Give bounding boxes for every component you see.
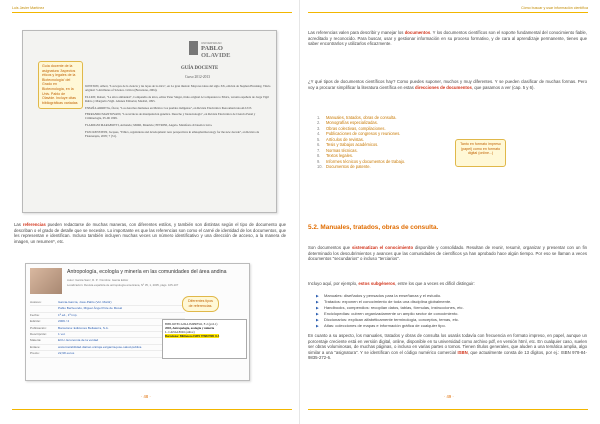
guide-year: Curso 2012-2013: [185, 75, 211, 79]
list-item: ▶ Manuales: diseñados y pensados para la enseñanza y el estudio.: [316, 293, 442, 298]
formats-callout: Tanto en formato impreso (papel) como en formato digital (online...): [455, 139, 506, 167]
right-page: [300, 0, 600, 424]
web-record-title: Antropología, ecología y minería en las comunidades del área andina: [67, 269, 227, 275]
table-row: Fecha: 1ª ed., 1ª imp.: [30, 313, 185, 319]
book-thumbnail: [30, 268, 62, 294]
running-head-right: Cómo buscar y usar información científica: [521, 6, 588, 10]
triangle-bullet-icon: ▶: [316, 324, 319, 329]
list-item: 4. Publicaciones de congresos y reuniones.: [317, 131, 401, 137]
table-row: Materia: ECU- Economía de la verdad: [30, 338, 185, 344]
guide-reference: FLAMIGNI MARABOTTI, Armando; MORI, Maurizio; PETRINI, Angelo. Manifesto di bioetica laica.: [85, 123, 213, 128]
triangle-bullet-icon: ▶: [316, 318, 319, 323]
footer-rule-right: [308, 409, 588, 410]
web-record-meta: Autor: Garcia Sanz, R. P. / Nombre: Garcia Editor: [67, 278, 129, 282]
guide-reference: ESPAÑA ARRIETA, Óscar, "Los derechos humanos en México: los pueblos indígenas", en Revista Electrónica Iberoamericana ALUCE.: [85, 105, 253, 110]
list-item: ▶ Diccionarios: explican alfabéticamente terminología, conceptos, temas, etc.: [316, 317, 459, 323]
list-item: 5. Artículos de revistas.: [317, 136, 364, 142]
table-row: Publicación: Barcelona: Ediciones Bellaterra, S.A.: [30, 326, 185, 332]
reference-types-callout: Diferentes tipos de referencias.: [182, 296, 219, 312]
keyword-isbn: ISBN: [457, 349, 468, 355]
list-item: 8. Textos legales.: [317, 153, 354, 159]
list-item: 2. Monografías especializadas.: [317, 120, 378, 126]
list-item: 6. Tesis y trabajos académicos.: [317, 142, 379, 148]
list-item: 10. Documentos de patente.: [317, 164, 371, 170]
triangle-bullet-icon: ▶: [316, 306, 319, 311]
table-row: Descripción: 1 vol.: [30, 332, 185, 338]
header-rule-left: [12, 12, 292, 13]
guide-reference: FLECKENSTEIN, Jacques, "Ethics, regulations and development: new perspectives in ethnopharmacology for the new decade", en Revista de Fisioterapia, 2005; 7 (31).: [85, 129, 260, 138]
list-item: 7. Normas técnicas.: [317, 147, 358, 153]
table-row: Autores: Garcia-García, José-Pablo (Vol. Mártir): [30, 300, 185, 306]
list-item: 3. Obras colectivas, compilaciones.: [317, 125, 386, 131]
keyword-direcciones: direcciones de documentos: [415, 84, 472, 90]
subgenres-intro: Incluyo aquí, por ejemplo, estos subgéneros, entre los que a veces es difícil distinguir:: [308, 281, 475, 286]
format-paragraph: En cuanto a su aspecto, los manuales, tratados y obras de consulta los usarás todavía con frecuencia en formato impreso, en papel, aunque un porcentaje creciente está en versión digital, online, disponible en tu universidad como archivo pdf, en versión html, etc. En cualquier caso, suelen ser obras voluminosas, de muchas páginas, o incluso en varias partes o tomos. Tienen títulos generales, que aluden a una temática amplia, algo similar a una "asignatura". Y se identifican con el código numérico comercial ISBN, que actualmente consta de 13 dígitos, por ej.: ISBN 978-84-9835-272-6.: [308, 333, 587, 361]
list-item: 9. Informes técnicos y documentos de trabajo.: [317, 158, 406, 164]
running-head-left: Luis Javier Martínez: [12, 6, 45, 10]
documents-paragraph: Las referencias valen para describir y manejar los documentos. Y los documentos científicos son el soporte fundamental del conocimiento fiable, acreditado y reconocido. Para buscar, usar y gestionar información en su proceso formativo, y de cara al aprendizaje permanente, tienes que saber encontrarlos y utilizarlos eficazmente.: [308, 30, 587, 47]
guide-reference: JONSTON, Albert, "Las leyes de la ciencia y las leyes de la ética", en La gran ilusión: Mayores ideas del siglo XX, edición de Stephen Hawking. Título original: 5 Attributes of Science. Crítica (Barcelona, 2004).: [85, 84, 271, 93]
guide-reference-list: [85, 84, 271, 141]
keyword-documentos: documentos: [404, 30, 431, 35]
logo-line2: OLAVIDE: [201, 52, 231, 59]
keyword-referencias: referencias: [22, 222, 46, 227]
page-number-right: · 49 ·: [444, 394, 454, 399]
document-types-list: [317, 115, 467, 170]
table-row: Enlace: www.trazabilidad.dialnet.unirioja.es/garcia-jose-salud-publica: [30, 345, 185, 351]
triangle-bullet-icon: ▶: [316, 294, 319, 298]
logo-mark-icon: [189, 41, 198, 55]
table-row: Pablo Berbeondo, Miguel Ángel Pole de Mosal: [30, 306, 185, 312]
triangle-bullet-icon: ▶: [316, 300, 319, 305]
section-title: 5.2. Manuales, tratados, obras de consulta.: [308, 224, 439, 231]
list-item: ▶ Atlas: colecciones de mapas e información gráfica de cualquier tipo.: [316, 323, 446, 329]
references-paragraph: Las referencias pueden redactarse de muchas maneras, con diferentes estilos, y también son distintas según el tipo de documento que describan o el grado de detalle que se necesite. Lo importante es que las referencias son como el carné de identidad de los documentos, que les representan e identifican. Incluso también incluyen muchas veces un número identificativo y una dirección de acceso, a la manera de imagen, un resumen*, etc.: [14, 222, 287, 244]
list-item: ▶ Handbooks, compendios: recopilan datos, tablas, fórmulas, instrucciones, etc.: [316, 305, 464, 311]
isbn-highlight: Barcelona: Biblioteca ISBN 978847981 8-3: [165, 334, 220, 338]
university-logo: [189, 39, 241, 63]
guide-reference: FERRANDO MANTOVANI, "Las técnicas de manipulación genética. Derecho y biotecnología", en Revista Electrónica de Ciencia Penal y Criminología, 05-06 1999.: [85, 112, 256, 121]
table-row: Edición: 2009 / 2: [30, 319, 185, 325]
subgenres-list: [316, 293, 586, 330]
footer-rule-left: [12, 409, 292, 410]
triangle-bullet-icon: ▶: [316, 312, 319, 317]
guide-callout: Guía docente de la asignatura 'Aspectos éticos y legales de la Biotecnología' del Grado en Biotecnología, en la Univ. Pablo de Olavide. Incluye citas bibliográficas variadas: [38, 61, 83, 109]
keyword-subgeneros: estos subgéneros: [358, 281, 396, 286]
keyword-sistematizan: sistematizan el conocimiento: [351, 245, 414, 250]
page-number-left: · 48 ·: [141, 394, 151, 399]
list-item: ▶ Tratados: exponen el conocimiento de toda una disciplina globalmente.: [316, 299, 452, 305]
manuals-paragraph: Son documentos que sistematizan el conocimiento disponible y consolidado. Resultan de reunir, resumir, organizar y presentar con un fin determinado los descubrimientos y avances que las comunidades de científicos ya han aprobado hace algún tiempo. Por eso se llaman a veces documentos "secundarios" o incluso "terciarios".: [308, 245, 587, 262]
logo-top-text: UNIVERSIDAD: [201, 41, 222, 45]
table-row: Precio: 22,98 euros: [30, 351, 185, 357]
list-item: 1. Manuales, tratados, obras de consulta.: [317, 115, 397, 120]
list-item: ▶ Enciclopedias: cubren organizadamente un amplio sector de conocimiento.: [316, 311, 459, 317]
guide-docente-scan: [22, 30, 277, 213]
types-intro-paragraph: ¿Y qué tipos de documentos científicos hay? Como puedes suponer, muchos y muy diferentes. Y se pueden clasificar de muchas formas. Pero voy a procurar simplificar la literatura científica en estas direcciones de documentos, que pasamos a ver (cap. 5 y 6).: [308, 79, 587, 90]
catalog-card: BIBLIOTECA IRA IMPRESO, F-2 (pvd.1) 2003, Antropología, ecología y minería L. CANALEDO (editor) Barcelona: Biblioteca ISBN 978847981 8-3: [162, 319, 247, 359]
header-rule-right: [308, 12, 588, 13]
web-record-screenshot: [25, 263, 250, 381]
guide-reference: ELLIOT, Robert, "La ética ambiental", Compendio de ética, editor Peter Singer, título original A Companion to Ethics, versión española de Jorge Vigil Rubio y Margarita Vigil. Alianza Editorial, Madrid, 1995.: [85, 94, 269, 103]
web-record-meta: Localización: Revista española de antropología americana, Nº 35, 1, 2005, págs. 105-107: [67, 283, 179, 287]
guide-title: GUÍA DOCENTE: [181, 66, 219, 71]
logo-line1: PABLO: [201, 45, 223, 52]
